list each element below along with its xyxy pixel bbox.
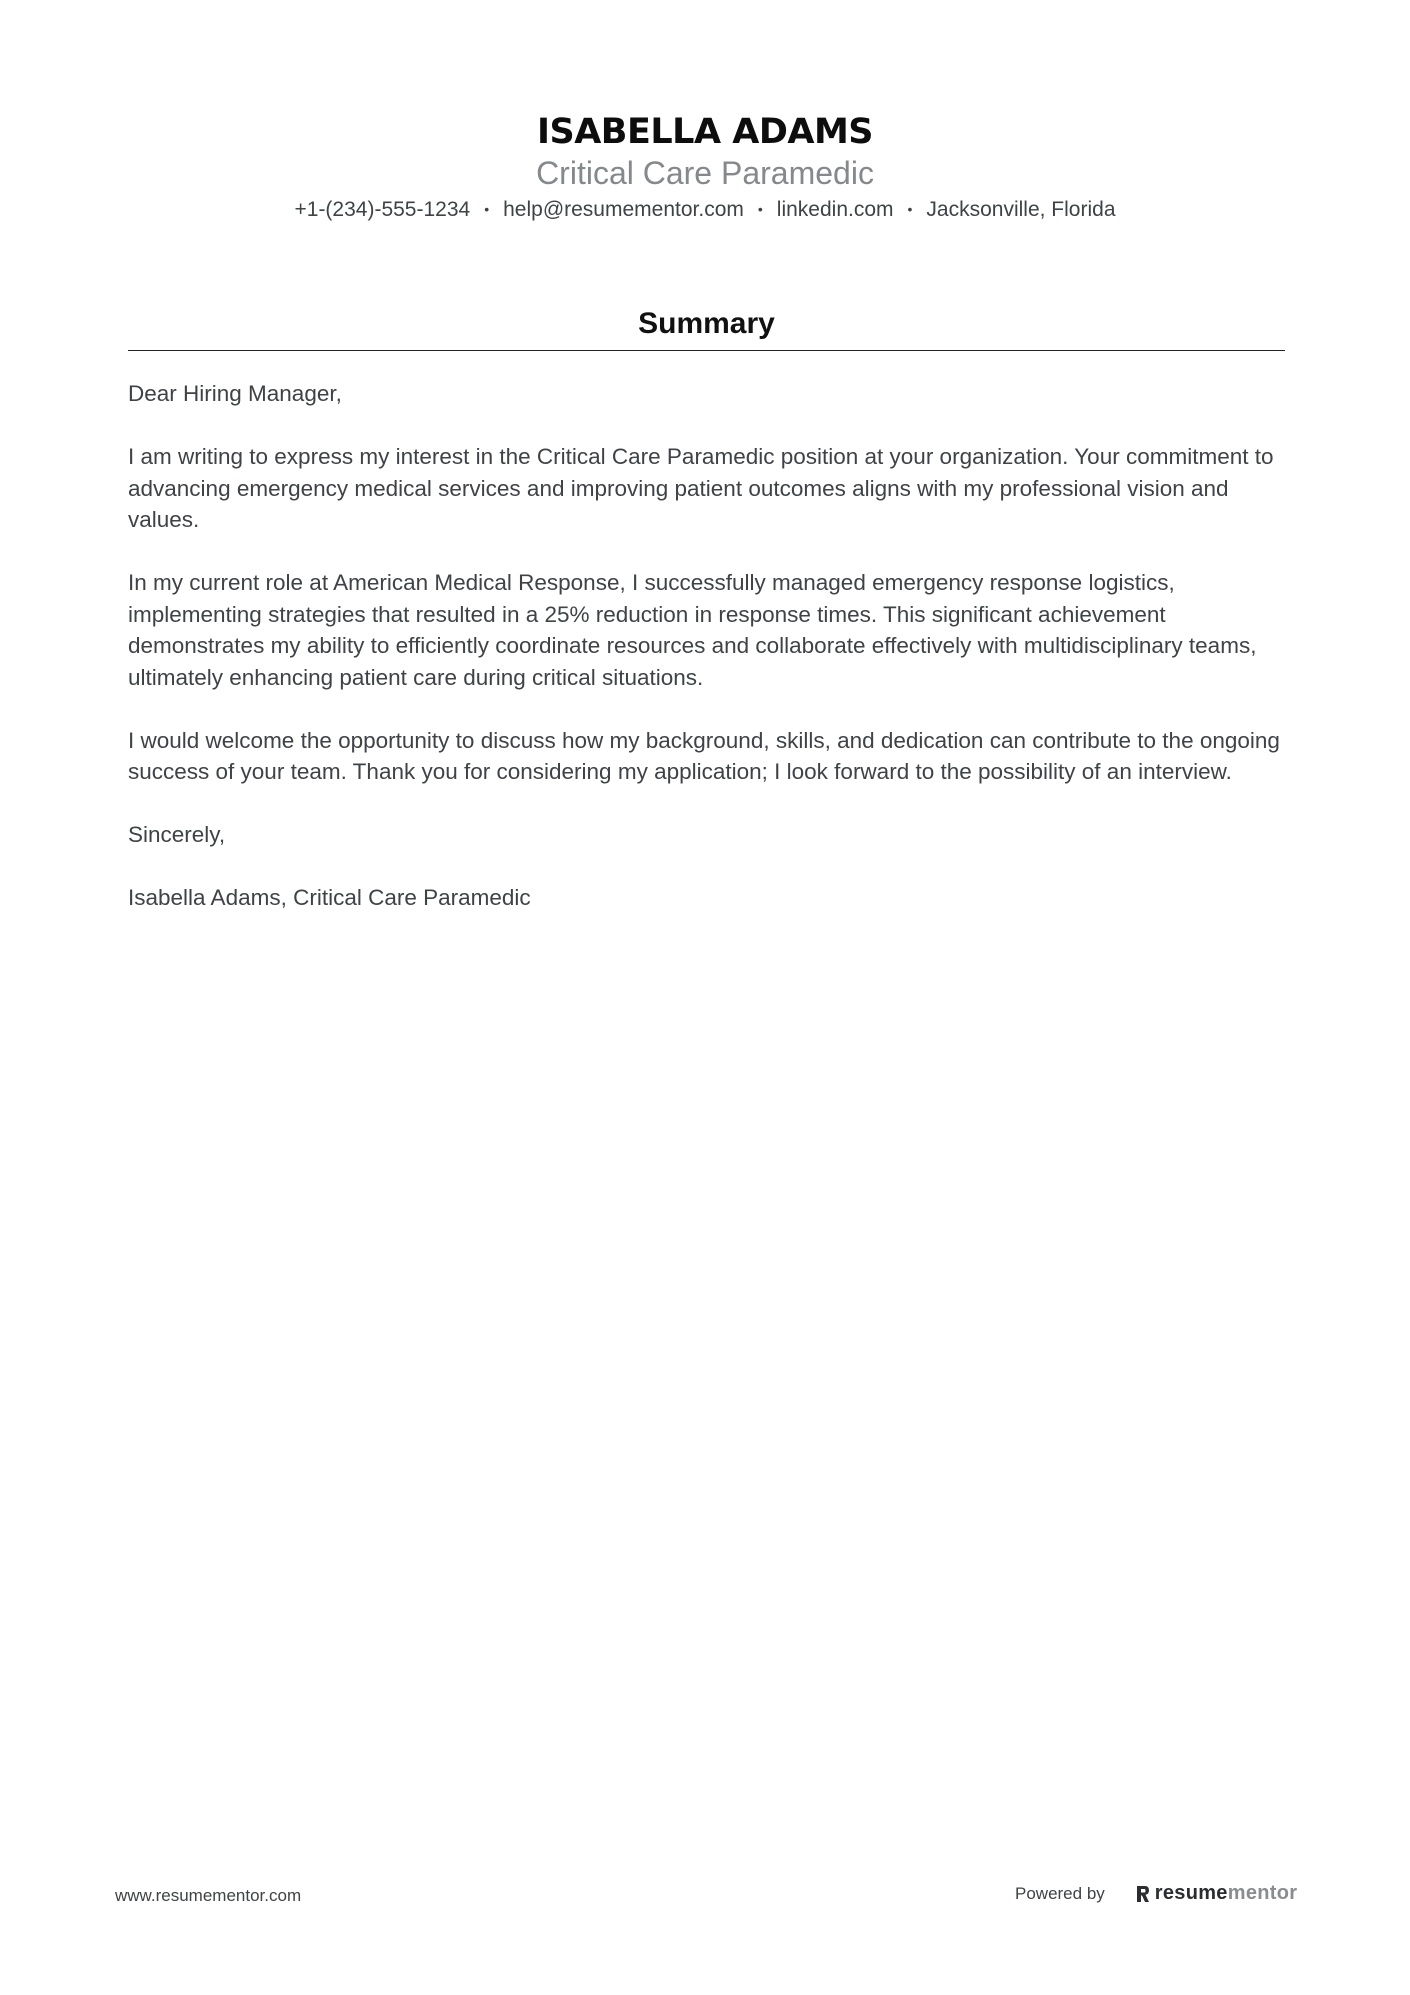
resumementor-logo-icon	[1135, 1884, 1151, 1904]
section-divider	[128, 350, 1285, 351]
letter-paragraph: In my current role at American Medical Response, I successfully managed emergency response logistics, implementing strategies that resulted in a 25% reduction in response times. This significant achievement demonstrates my ability to efficiently coordinate resources and collaborate effectively with multidisciplinary teams, ultimately enhancing patient care during critical situations.	[128, 570, 1257, 690]
contact-line	[0, 194, 1410, 225]
brand-text-mentor: mentor	[1227, 1882, 1298, 1904]
letter-closing: Sincerely,	[128, 822, 226, 847]
powered-by-label: Powered by	[1015, 1883, 1105, 1903]
letter-body	[128, 378, 1288, 945]
section-title-summary: Summary	[638, 307, 775, 340]
applicant-title: Critical Care Paramedic	[536, 155, 874, 191]
letter-greeting: Dear Hiring Manager,	[128, 381, 342, 406]
contact-location: Jacksonville, Florida	[926, 198, 1116, 221]
letter-header	[0, 110, 1410, 225]
contact-phone: +1-(234)-555-1234	[294, 198, 471, 221]
contact-separator: •	[907, 201, 913, 217]
letter-paragraph: I would welcome the opportunity to discuss how my background, skills, and dedication can contribute to the ongoing success of your team. Thank you for considering my application; I look forward to the possibility of an interview.	[128, 727, 1280, 784]
letter-paragraph: I am writing to express my interest in the Critical Care Paramedic position at your organization. Your commitment to advancing emergency medical services and improving patient outcomes aligns with my professional vision and values.	[128, 444, 1274, 532]
brand-logo	[1135, 1882, 1298, 1905]
footer-branding	[1015, 1882, 1297, 1905]
contact-linkedin: linkedin.com	[776, 198, 894, 221]
footer-website: www.resumementor.com	[115, 1886, 302, 1905]
brand-text-resume: resume	[1154, 1882, 1228, 1904]
contact-separator: •	[484, 201, 490, 217]
applicant-name: ISABELLA ADAMS	[536, 112, 874, 152]
contact-separator: •	[757, 201, 763, 217]
contact-email: help@resumementor.com	[503, 198, 744, 221]
letter-signature: Isabella Adams, Critical Care Paramedic	[128, 885, 531, 910]
